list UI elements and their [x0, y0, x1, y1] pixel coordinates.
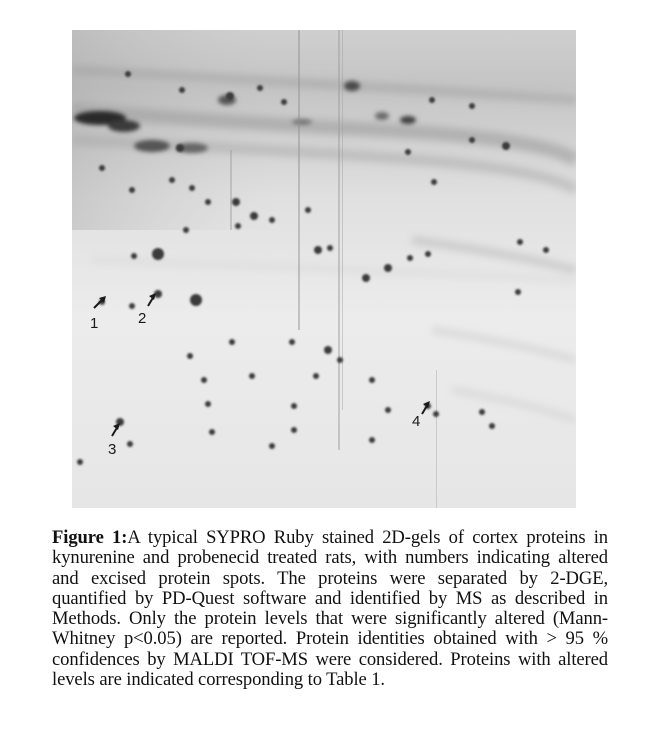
figure-caption-label: Figure 1:: [52, 527, 128, 548]
spot-marker-label: 3: [108, 441, 117, 458]
gel-image: [72, 30, 576, 508]
spot-marker-label: 2: [138, 310, 147, 327]
figure-caption-text: A typical SYPRO Ruby stained 2D-gels of cortex proteins in kynurenine and probenecid treated rats, with numbers indicating altered and excised protein spots. The proteins were separated by 2-DGE, quantified by PD-Quest software and identified by MS as described in Methods. Only the protein levels that were significantly altered (Mann-Whitney p<0.05) are reported. Protein identities obtained with > 95 % confidences by MALDI TOF-MS were considered. Proteins with altered levels are indicated corresponding to Table 1.: [52, 527, 608, 691]
spot-marker-label: 4: [412, 413, 421, 430]
figure-caption: [52, 528, 608, 690]
spot-marker-label: 1: [90, 315, 99, 332]
